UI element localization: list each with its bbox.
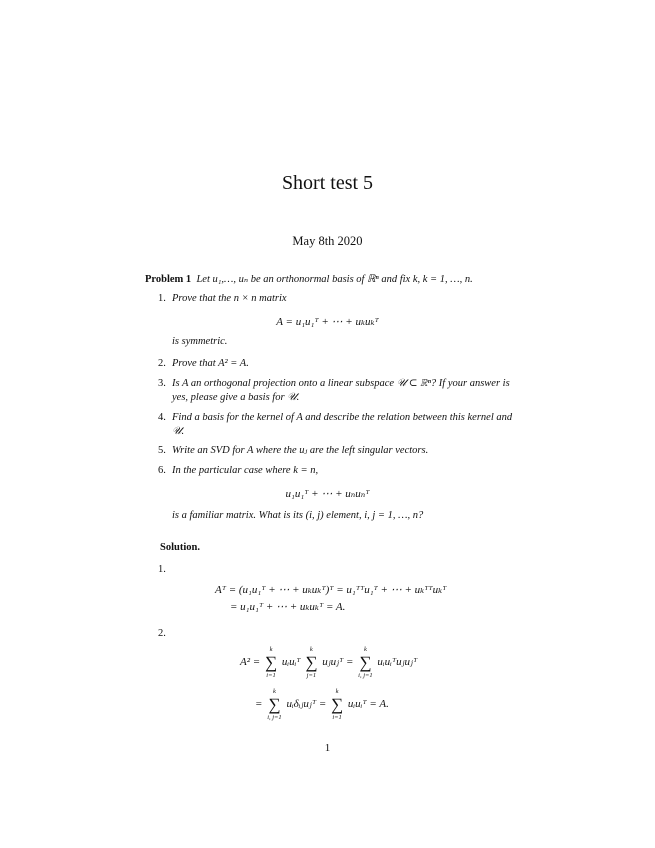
summation-symbol — [305, 645, 317, 680]
sigma-icon: ∑ — [268, 695, 281, 714]
problem-item-4 — [158, 411, 518, 439]
item-number: 4. — [158, 412, 166, 423]
sigma-icon: ∑ — [305, 653, 318, 672]
page-number: 1 — [324, 742, 331, 754]
sum-upper: k — [363, 646, 367, 653]
item-number: 2. — [158, 358, 166, 369]
problem-item-6 — [158, 464, 518, 478]
solution-1-line-1: Aᵀ = (u₁u₁ᵀ + ⋯ + uₖuₖᵀ)ᵀ = u₁ᵀᵀu₁ᵀ + ⋯ + uₖᵀᵀuₖᵀ — [215, 584, 447, 596]
item-text: Find a basis for the kernel of A and describe the relation between this kernel and 𝒰. — [172, 412, 513, 437]
sum-upper: k — [272, 688, 276, 695]
eq-part: uⱼuⱼᵀ = — [322, 656, 354, 669]
equation-follow-text: is symmetric. — [172, 336, 228, 347]
item-text: Prove that A² = A. — [172, 358, 249, 369]
sum-lower: j=1 — [306, 672, 317, 679]
eq-part: uᵢδᵢⱼuⱼᵀ = — [286, 698, 327, 711]
solution-label: Solution. — [160, 542, 200, 553]
summation-symbol — [265, 645, 277, 680]
solution-number-2: 2. — [158, 628, 166, 639]
document-title: Short test 5 — [281, 172, 374, 194]
item-number: 6. — [158, 465, 166, 476]
eq-part: = — [255, 698, 263, 711]
sum-lower: i=1 — [332, 714, 342, 721]
sum-lower: i, j=1 — [358, 672, 373, 679]
problem-item-5 — [158, 444, 518, 458]
item-number: 3. — [158, 378, 166, 389]
sum-upper: k — [269, 646, 273, 653]
sigma-icon: ∑ — [331, 695, 344, 714]
item-number: 1. — [158, 293, 166, 304]
sigma-icon: ∑ — [359, 653, 372, 672]
equation-A-definition: A = u₁u₁ᵀ + ⋯ + uₖuₖᵀ — [276, 316, 379, 328]
item-text: Is A an orthogonal projection onto a linear subspace 𝒰 ⊂ ℝⁿ? If your answer is yes, please give a basis for 𝒰. — [172, 378, 510, 403]
problem-item-3 — [158, 377, 518, 405]
summation-symbol — [331, 687, 343, 722]
eq-part: uᵢuᵢᵀ — [281, 656, 301, 669]
item-text: Write an SVD for A where the uⱼ are the left singular vectors. — [172, 445, 429, 456]
summation-symbol — [267, 687, 282, 722]
eq-part: A² = — [240, 656, 261, 669]
equation-follow-text: is a familiar matrix. What is its (i, j) element, i, j = 1, …, n? — [172, 510, 424, 521]
problem-item-1 — [158, 292, 518, 306]
sum-lower: i=1 — [266, 672, 276, 679]
solution-2-line-1 — [240, 645, 417, 680]
problem-statement — [145, 273, 525, 287]
eq-part: uᵢuᵢᵀuⱼuⱼᵀ — [377, 656, 418, 669]
item-text: Prove that the n × n matrix — [172, 293, 287, 304]
item-text: In the particular case where k = n, — [172, 465, 319, 476]
summation-symbol — [358, 645, 373, 680]
problem-item-2 — [158, 357, 518, 371]
document-date: May 8th 2020 — [292, 234, 363, 248]
solution-number-1: 1. — [158, 564, 166, 575]
sum-upper: k — [309, 646, 313, 653]
sum-upper: k — [335, 688, 339, 695]
sigma-icon: ∑ — [264, 653, 278, 672]
problem-text: Let u₁,…, uₙ be an orthonormal basis of ℝⁿ and fix k, k = 1, …, n. — [196, 274, 473, 285]
solution-2-line-2 — [255, 687, 389, 722]
solution-1-line-2: = u₁u₁ᵀ + ⋯ + uₖuₖᵀ = A. — [230, 601, 346, 613]
item-number: 5. — [158, 445, 166, 456]
problem-label: Problem 1 — [145, 274, 192, 285]
equation-k-equals-n: u₁u₁ᵀ + ⋯ + uₙuₙᵀ — [285, 488, 370, 500]
sum-lower: i, j=1 — [267, 714, 282, 721]
eq-part: uᵢuᵢᵀ = A. — [347, 698, 389, 711]
